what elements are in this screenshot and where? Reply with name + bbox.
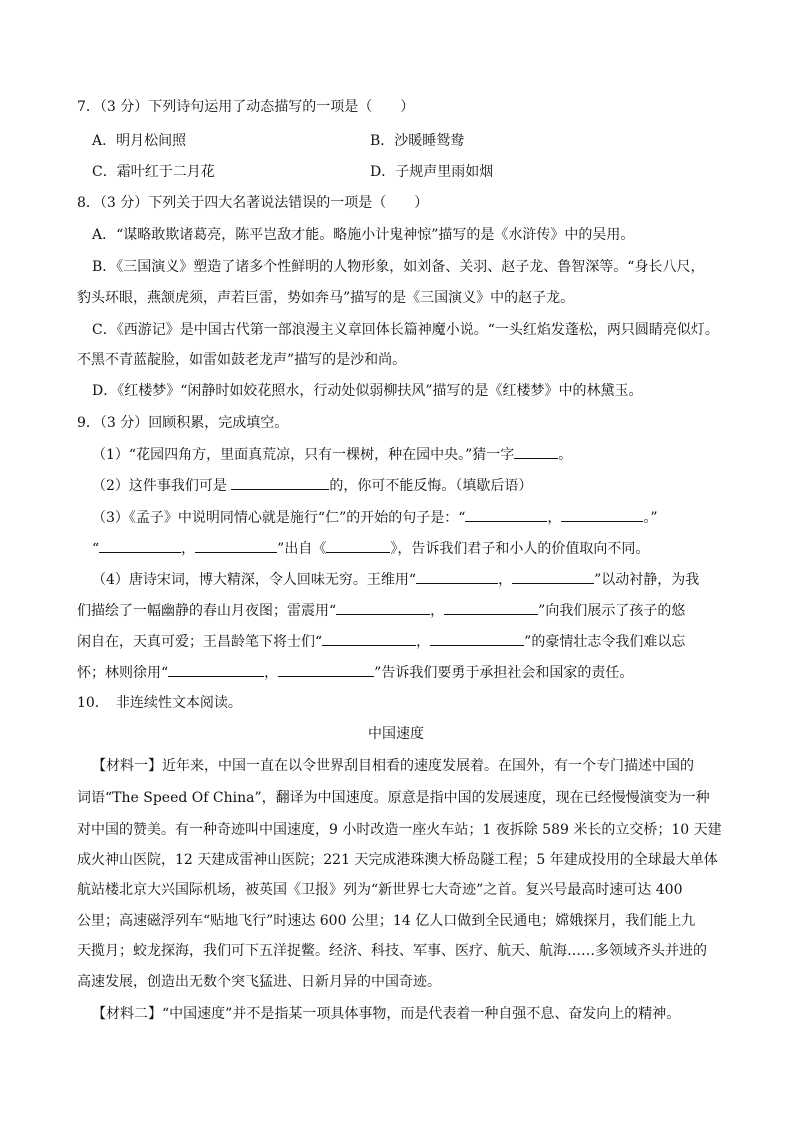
q7-option-d: D．子规声里雨如烟 <box>370 164 494 180</box>
q9-sub1 <box>92 444 572 464</box>
q9-sub4-line4 <box>77 662 633 682</box>
q9-sub3-text: （3）《孟子》中说明同情心就是施行“仁”的开始的句子是：“ <box>92 510 466 526</box>
q9-sub2-end: 的，你可不能反悔。（填歇后语） <box>329 478 533 494</box>
q9-sub4-line1 <box>92 569 699 589</box>
q8-option-d: D．《红楼梦》“闲静时如姣花照水，行动处似弱柳扶风”描写的是《红楼梦》中的林黛玉。 <box>92 383 643 399</box>
q9-sub2 <box>92 475 532 495</box>
q9-sub4-line3 <box>77 631 685 651</box>
answer-blank[interactable] <box>168 662 264 677</box>
answer-blank[interactable] <box>326 538 390 553</box>
material-2-line: 【材料二】“中国速度”并不是指某一项具体事物，而是代表着一种自强不息、奋发向上的精神。 <box>92 1006 681 1022</box>
answer-blank[interactable] <box>416 569 498 584</box>
q9-sub4-comma4: ， <box>264 665 279 681</box>
q9-sub3-close: 。” <box>643 510 658 526</box>
q7-option-c: C．霜叶红于二月花 <box>92 164 215 180</box>
q9-sub4-text5: 闲自在，天真可爱；王昌龄笔下将士们“ <box>77 634 323 650</box>
q9-sub3-open: “ <box>92 541 100 557</box>
answer-blank[interactable] <box>195 538 277 553</box>
material-1-line: 【材料一】近年来，中国一直在以令世界刮目相看的速度发展着。在国外，有一个专门描述中国的 <box>92 758 694 774</box>
answer-blank[interactable] <box>430 631 524 646</box>
q9-sub4-text4: ”向我们展示了孩子的悠 <box>538 603 686 619</box>
q8-option-c-line1: C．《西游记》是中国古代第一部浪漫主义章回体长篇神魔小说。“一头红焰发蓬松，两只圆睛亮似灯。 <box>92 322 719 338</box>
q8-option-a: A．“谋略敢欺诸葛亮，陈平岂敌才能。略施小计鬼神惊”描写的是《水浒传》中的吴用。 <box>92 227 635 243</box>
q9-sub4-text7: 怀；林则徐用“ <box>77 665 169 681</box>
material-1-line: 高速发展，创造出无数个突飞猛进、日新月异的中国奇迹。 <box>77 974 441 990</box>
material-1-line: 航站楼北京大兴国际机场，被英国《卫报》列为“新世界七大奇迹”之首。复兴号最高时速可达 400 <box>77 882 683 898</box>
q8-option-b-line1: B．《三国演义》塑造了诸多个性鲜明的人物形象，如刘备、关羽、赵子龙、鲁智深等。“身长八尺， <box>92 259 705 275</box>
q9-sub4-comma2: ， <box>430 603 445 619</box>
q9-sub3-line1 <box>92 507 658 527</box>
material-1-line: 词语“The Speed Of China”，翻译为中国速度。原意是指中国的发展速度，现在已经慢慢演变为一种 <box>77 790 710 806</box>
answer-blank[interactable] <box>231 475 329 490</box>
passage-title: 中国速度 <box>368 726 424 742</box>
q8-stem: 8．（3 分）下列关于四大名著说法错误的一项是（ ） <box>77 195 429 211</box>
q10-stem: 10． 非连续性文本阅读。 <box>77 695 242 711</box>
q9-sub4-text6: ”的豪情壮志令我们难以忘 <box>524 634 686 650</box>
answer-blank[interactable] <box>561 507 643 522</box>
q9-sub4-comma3: ， <box>416 634 431 650</box>
answer-blank[interactable] <box>99 538 181 553</box>
q8-option-c-line2: 不黑不青蓝靛脸，如雷如鼓老龙声”描写的是沙和尚。 <box>77 352 407 368</box>
q8-option-b-line2: 豹头环眼，燕颔虎须，声若巨雷，势如奔马”描写的是《三国演义》中的赵子龙。 <box>77 290 575 306</box>
answer-blank[interactable] <box>444 600 538 615</box>
q7-option-b: B．沙暖睡鸳鸯 <box>370 133 465 149</box>
q9-sub3-source: ”出自《 <box>277 541 327 557</box>
q9-sub4-comma: ， <box>498 572 513 588</box>
q7-stem: 7．（3 分）下列诗句运用了动态描写的一项是（ ） <box>77 99 415 115</box>
answer-blank[interactable] <box>322 631 416 646</box>
answer-blank[interactable] <box>336 600 430 615</box>
q9-sub4-text8: ”告诉我们要勇于承担社会和国家的责任。 <box>374 665 634 681</box>
material-1-line: 公里；高速磁浮列车“贴地飞行”时速达 600 公里；14 亿人口做到全民通电；嫦娥探月，我们能上九 <box>77 913 696 929</box>
q9-sub3-comma: ， <box>547 510 562 526</box>
q9-sub1-end: 。 <box>558 447 573 463</box>
q9-sub3-end: 》，告诉我们君子和小人的价值取向不同。 <box>390 541 650 557</box>
answer-blank[interactable] <box>465 507 547 522</box>
material-1-line: 对中国的赞美。有一种奇迹叫中国速度，9 小时改造一座火车站；1 夜拆除 589 米长的立交桥；10 天建 <box>77 822 722 838</box>
q9-sub4-text3: 们描绘了一幅幽静的春山月夜图；雷震用“ <box>77 603 337 619</box>
q9-sub1-text: （1）“花园四角方，里面真荒凉，只有一棵树，种在园中央。”猜一字 <box>92 447 515 463</box>
q9-sub4-text2: ”以动衬静，为我 <box>594 572 700 588</box>
q9-sub3-line2 <box>92 538 649 558</box>
q9-sub4-line2 <box>77 600 685 620</box>
material-1-line: 成火神山医院，12 天建成雷神山医院；221 天完成港珠澳大桥岛隧工程；5 年建成投用的全球最大单体 <box>77 852 718 868</box>
q9-sub2-text: （2）这件事我们可是 <box>92 478 232 494</box>
q9-stem: 9．（3 分）回顾积累，完成填空。 <box>77 415 289 431</box>
answer-blank[interactable] <box>512 569 594 584</box>
answer-blank[interactable] <box>514 444 558 459</box>
q7-option-a: A．明月松间照 <box>92 133 187 149</box>
answer-blank[interactable] <box>278 662 374 677</box>
q9-sub3-comma2: ， <box>181 541 196 557</box>
q9-sub4-text: （4）唐诗宋词，博大精深，令人回味无穷。王维用“ <box>92 572 417 588</box>
material-1-line: 天揽月；蛟龙探海，我们可下五洋捉鳖。经济、科技、军事、医疗、航天、航海……多领域齐头并进的 <box>77 943 707 959</box>
